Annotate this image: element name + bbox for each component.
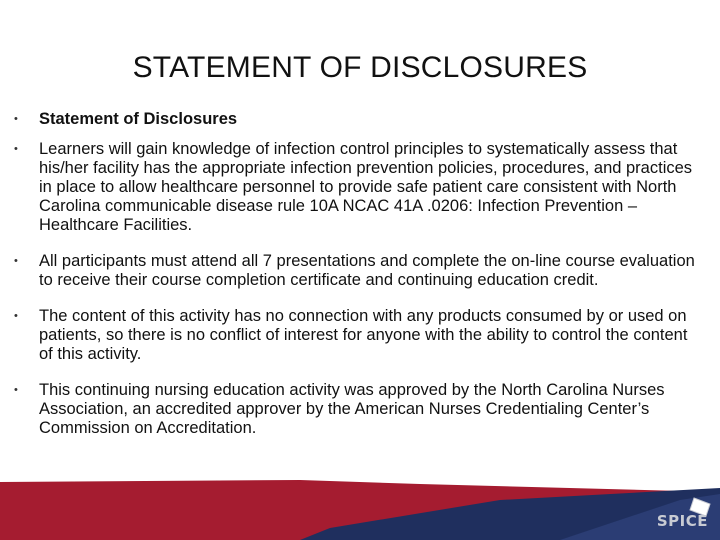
bullet-text: Statement of Disclosures — [39, 110, 238, 128]
bullet-item — [14, 307, 704, 364]
footer-decoration — [0, 470, 720, 540]
bullet-item — [14, 110, 704, 129]
bullet-text: Learners will gain knowledge of infection control principles to systematically assess that his/her facility has the appropriate infection prevention policies, procedures, and practices in place to allow healthcare personnel to provide safe patient care consistent with North Carolina communicable disease rule 10A NCAC 41A .0206: Infection Prevention – Healthcare Facilities. — [39, 140, 693, 234]
bullet-item — [14, 252, 704, 290]
bullet-item — [14, 381, 704, 438]
bullet-dot-icon: • — [14, 310, 18, 322]
bullet-dot-icon: • — [14, 384, 18, 396]
bullet-text: This continuing nursing education activity was approved by the North Carolina Nurses Association, an accredited approver by the American Nurses Credentialing Center’s Commission on Accreditation. — [39, 381, 665, 437]
bullet-text: The content of this activity has no connection with any products consumed by or used on patients, so there is no conflict of interest for anyone with the ability to control the content of this activity. — [39, 307, 688, 363]
slide-title: STATEMENT OF DISCLOSURES — [132, 51, 588, 84]
bullet-item — [14, 140, 704, 235]
bullet-text: All participants must attend all 7 presentations and complete the on-line course evaluation to receive their course completion certificate and continuing education credit. — [39, 252, 695, 289]
bullet-list — [14, 110, 704, 438]
bullet-dot-icon: • — [14, 143, 18, 155]
bullet-dot-icon: • — [14, 255, 18, 267]
logo-text: SPICE — [656, 512, 708, 530]
bullet-dot-icon: • — [14, 113, 18, 125]
